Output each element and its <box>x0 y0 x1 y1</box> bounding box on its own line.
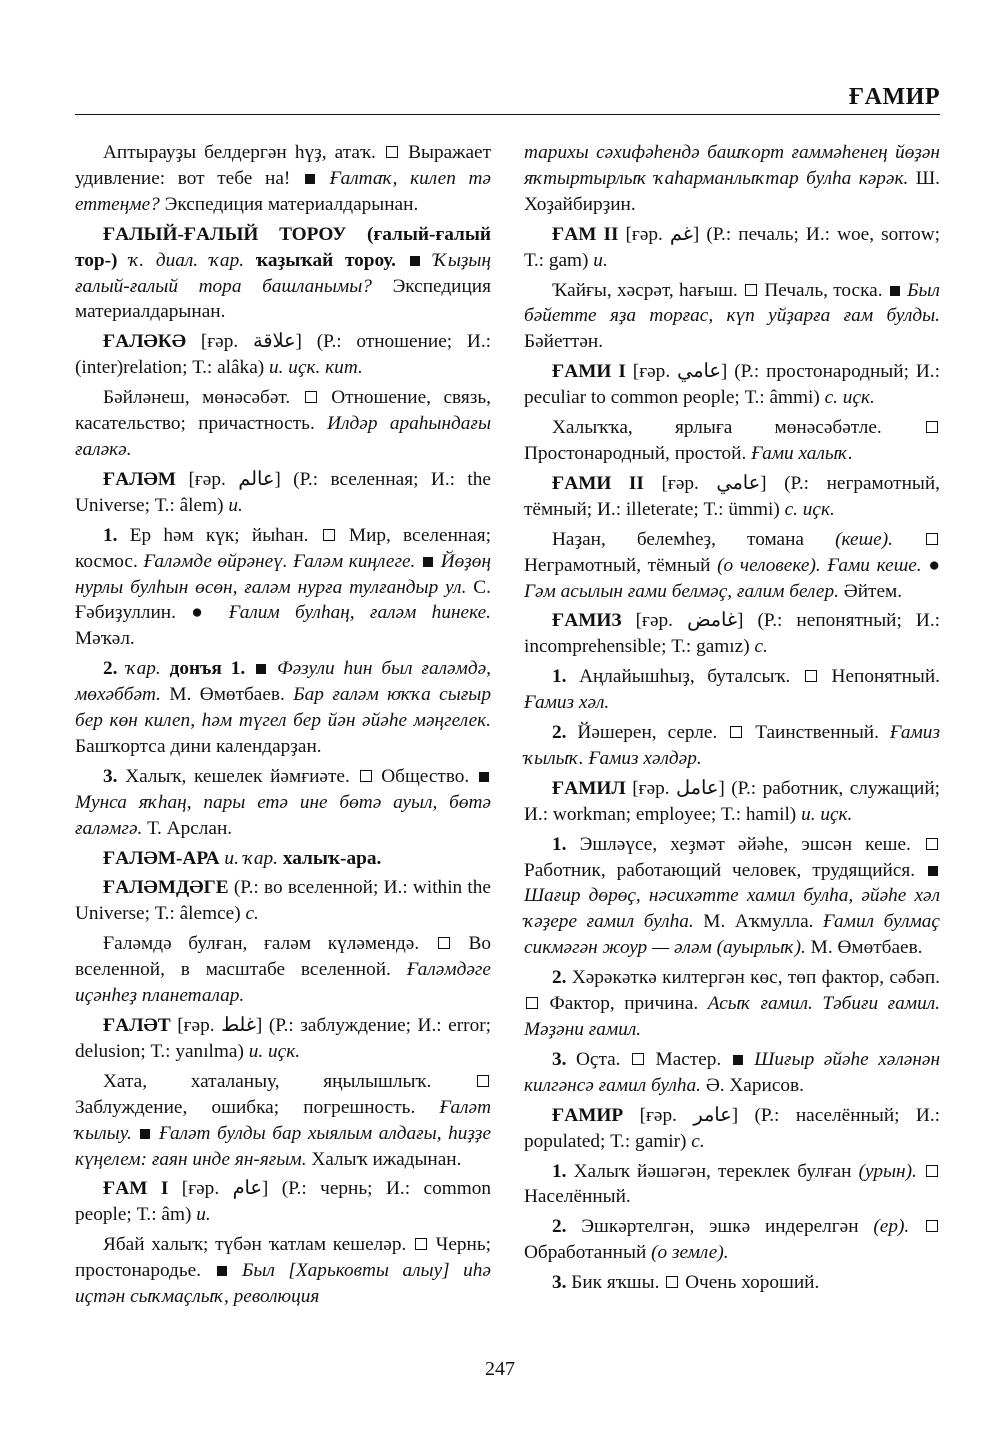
square-marker-icon <box>926 421 938 433</box>
translation: Неграмотный, тёмный <box>524 554 711 576</box>
headword: ҒАМИЗ <box>552 610 622 632</box>
sense-number: 3. <box>552 1048 567 1070</box>
definition: Наҙан, белемһеҙ, томана <box>552 528 804 550</box>
example: Бар ғаләм юҡҡа сығыр бер көн килеп, һәм түгел бер йән әйәһе мәңгелек. <box>75 684 491 732</box>
sense-number: 2. <box>552 1216 567 1238</box>
example: Ғалим булһаң, ғаләм һинеке. <box>228 602 491 624</box>
grammar-label: и. <box>196 1204 211 1226</box>
sense <box>524 1159 940 1211</box>
sense-number: 2. <box>552 967 567 989</box>
source: М. Өмөтбаев. <box>169 684 285 706</box>
source: Ш. Хоҙайбирҙин. <box>524 167 940 215</box>
sense-number: 1. <box>552 666 567 688</box>
translation: Таинственный. <box>755 722 879 744</box>
definition: Аптырауҙы белдергән һүҙ, атаҡ. <box>103 142 376 163</box>
definition: Халыҡҡа, ярлыға мөнәсәбәтле. <box>552 417 882 439</box>
grammar-label: ҡ. диал. ҡар. <box>129 249 245 271</box>
etymology: [ғәр. غامض] (Р.: непонятный; И.: incomprehensible; Т.: gamız) <box>524 610 940 658</box>
translation: Мастер. <box>655 1048 722 1070</box>
etymology: [ғәр. عامل] (Р.: работник, служащий; И.: workman; employee; Т.: hamil) <box>524 777 940 825</box>
translation: Заблуждение, ошибка; погрешность. <box>75 1096 416 1118</box>
sense <box>75 1069 491 1173</box>
headword: ҒАМИ I <box>552 361 626 383</box>
etymology: [ғәр. عامي] (Р.: простонародный; И.: peculiar to common people; Т.: âmmi) <box>524 361 940 409</box>
right-column <box>524 140 940 1300</box>
headword: ҒАЛЫЙ-ҒАЛЫЙ ТОРОУ (ғалый-ғалый тор-) <box>75 223 491 271</box>
source: Т. Арслан. <box>147 817 233 839</box>
example: Ғамиз хәл. <box>524 692 610 714</box>
sense-number: 1. <box>103 524 118 546</box>
entry <box>524 1103 940 1155</box>
source: Бәйеттән. <box>524 331 604 353</box>
example: Ғаләт булды бар хыялым алдағы, һиҙҙе күңелем: ғаян инде ян-яғым. <box>75 1122 492 1170</box>
definition: Оҫта. <box>575 1048 621 1070</box>
example: тарихы сәхифәһендә башҡорт ғаммәһенең йөҙән яҡтыртырлыҡ ҡаһарманлыҡтар булһа кәрәк. <box>524 142 940 189</box>
square-marker-icon <box>323 529 335 541</box>
cross-reference: ҡаҙыҡай тороу. <box>255 249 396 271</box>
entry-continuation <box>75 140 491 218</box>
sense-number: 1. <box>552 1160 567 1182</box>
black-square-marker-icon <box>423 557 433 567</box>
example: Ғаләт ҡылыу. <box>75 1096 491 1144</box>
sense <box>524 278 940 356</box>
square-marker-icon <box>926 1165 938 1177</box>
square-marker-icon <box>386 146 398 158</box>
square-marker-icon <box>926 1220 938 1232</box>
etymology: (Р.: во вселенной; И.: within the Universe; Т.: âlemce) <box>75 877 491 925</box>
square-marker-icon <box>477 1075 489 1087</box>
bullet-icon: ● <box>191 602 214 624</box>
sense <box>75 385 491 463</box>
sense <box>524 832 940 962</box>
header-rule <box>75 114 940 115</box>
grammar-label: и. иҫк. кит. <box>269 357 363 379</box>
definition: Ер һәм күк; йыһан. <box>129 524 309 546</box>
grammar-label: с. <box>754 636 768 658</box>
translation: Фактор, причина. <box>549 993 699 1015</box>
definition: Ябай халыҡ; түбән ҡатлам кешеләр. <box>103 1234 407 1256</box>
example: Фәзули һин был ғаләмдә, мөхәббәт. <box>75 658 491 706</box>
source: С. Ғәбиҙуллин. <box>75 576 491 624</box>
sense <box>75 523 491 653</box>
definition: Эшләүсе, хеҙмәт әйәһе, эшсән кеше. <box>579 833 911 855</box>
definition-note: (урын). <box>858 1160 917 1182</box>
translation: Общество. <box>381 765 470 787</box>
example: Шағир дөрөҫ, нәсихәтте хамил булһа, әйәһе хәл ҡәҙере ғамил булһа. <box>524 885 940 933</box>
entry <box>75 222 491 326</box>
grammar-label: и. иҫк. <box>248 1040 301 1062</box>
sense <box>524 1214 940 1266</box>
definition: Халыҡ йәшәгән, тереклек булған <box>573 1160 852 1182</box>
grammar-label: и. <box>593 249 608 271</box>
square-marker-icon <box>632 1053 644 1065</box>
sense <box>75 1232 491 1310</box>
headword: ҒАЛӘКӘ <box>103 331 187 353</box>
source: М. Өмөтбаев. <box>810 937 923 959</box>
grammar-label: ҡар. <box>126 658 161 680</box>
example: Мунса яҡһаң, пары етә ине бөтә ауыл, бөтә ғаләмгә. <box>75 791 491 839</box>
black-square-marker-icon <box>305 174 315 184</box>
grammar-label: с. <box>691 1130 705 1152</box>
sense <box>524 415 940 467</box>
sense <box>524 1270 940 1296</box>
definition: Бик яҡшы. <box>571 1272 660 1294</box>
square-marker-icon <box>926 838 938 850</box>
etymology: [ғәр. غلط] (Р.: заблуждение; И.: error; delusion; Т.: yanılma) <box>75 1015 491 1062</box>
sense <box>75 764 491 842</box>
translation: Населённый. <box>524 1186 631 1208</box>
translation: Очень хороший. <box>685 1272 820 1294</box>
definition: Халыҡ, кешелек йәмғиәте. <box>125 765 350 787</box>
example: Шиғыр әйәһе хәләнән килгәнсә ғамил булһа. <box>524 1048 941 1096</box>
sense <box>524 527 940 605</box>
etymology: [ғәр. علاقة] (Р.: отношение; И.: (inter)relation; Т.: alâka) <box>75 331 491 379</box>
black-square-marker-icon <box>410 256 420 266</box>
black-square-marker-icon <box>140 1129 150 1139</box>
running-head: ҒАМИР <box>848 84 940 110</box>
source: Экспедиция материалдарынан. <box>75 275 491 323</box>
headword: ҒАМИЛ <box>552 777 626 799</box>
black-square-marker-icon <box>890 286 900 296</box>
etymology: [ғәр. عام] (Р.: чернь; И.: common people; Т.: âm) <box>75 1178 491 1226</box>
headword: ҒАЛӘМДӘГЕ <box>103 877 229 899</box>
entry <box>524 471 940 523</box>
sense-number: 2. <box>103 658 118 680</box>
translation: Непонятный. <box>831 666 940 688</box>
headword: ҒАЛӘТ <box>103 1015 171 1036</box>
translation: Обработанный <box>524 1242 647 1264</box>
example: Ғами халыҡ. <box>751 442 853 464</box>
sense <box>75 656 491 760</box>
headword: ҒАМИР <box>552 1104 624 1126</box>
source: Ә. Харисов. <box>705 1074 804 1096</box>
definition: Ҡайғы, хәсрәт, һағыш. <box>552 279 738 301</box>
headword: ҒАМ I <box>103 1178 169 1200</box>
black-square-marker-icon <box>928 866 938 876</box>
example: Асыҡ ғамил. Тәбиғи ғамил. Мәҙәни ғамил. <box>524 993 940 1040</box>
definition: Хата, хаталаныу, яңылышлыҡ. <box>103 1070 432 1092</box>
cross-reference: донъя 1. <box>169 658 246 680</box>
grammar-label: с. иҫк. <box>824 387 875 409</box>
square-marker-icon <box>438 937 450 949</box>
etymology: [ғәр. غم] (Р.: печаль; И.: woe, sorrow; Т.: gam) <box>524 223 940 271</box>
sense <box>524 1047 940 1099</box>
example: Ғаләмде өйрәнеү. Ғаләм киңлеге. <box>143 550 416 572</box>
grammar-label: и. <box>228 494 243 516</box>
page-number: 247 <box>485 1358 515 1380</box>
entry <box>524 608 940 660</box>
etymology: [ғәр. عالم] (Р.: вселенная; И.: the Universe; Т.: âlem) <box>75 468 491 516</box>
example: Ғамиз ҡылыҡ. Ғамиз хәлдәр. <box>524 722 940 769</box>
example: Гәм асылын ғами белмәҫ, ғалим белер. <box>524 580 839 602</box>
definition: Ғаләмдә булған, ғаләм күләмендә. <box>103 933 420 955</box>
square-marker-icon <box>305 391 317 403</box>
entry <box>75 1176 491 1228</box>
example: Ғами кеше. <box>827 554 922 576</box>
sense-number: 2. <box>552 722 567 744</box>
entry <box>524 222 940 274</box>
sense-number: 3. <box>552 1272 567 1294</box>
sense <box>524 664 940 716</box>
square-marker-icon <box>360 770 372 782</box>
translation: Во вселенной, в масштабе вселенной. <box>75 933 491 981</box>
translation: Простонародный, простой. <box>524 442 747 464</box>
definition: Аңлайышһыҙ, буталсыҡ. <box>579 666 791 688</box>
example: Был [Харьковты алыу] иһә иҫтән сыҡмаҫлыҡ, революция <box>75 1260 491 1308</box>
translation: Отношение, связь, касательство; причастность. <box>75 387 491 435</box>
entry <box>524 359 940 411</box>
translation: Работник, работающий человек, трудящийся. <box>524 859 916 881</box>
entry <box>75 467 491 519</box>
black-square-marker-icon <box>479 772 489 782</box>
entry-continuation <box>524 140 940 218</box>
source: Әйтем. <box>843 580 903 602</box>
entry <box>75 329 491 381</box>
source: Башҡортса дини календарҙан. <box>75 735 322 757</box>
bullet-icon: ● <box>928 554 940 576</box>
entry <box>75 1013 491 1065</box>
example: Ғамил булмаҫ сикмәгән жоур — әләм (ауырлыҡ). <box>524 911 940 959</box>
definition: Бәйләнеш, мөнәсәбәт. <box>103 387 291 409</box>
grammar-label: и. ҡар. <box>224 847 278 869</box>
sense-number: 3. <box>103 765 118 787</box>
black-square-marker-icon <box>256 664 266 674</box>
translation-note: (о земле). <box>651 1242 729 1264</box>
grammar-label: с. <box>245 903 259 925</box>
headword: ҒАЛӘМ <box>103 468 177 490</box>
entry <box>75 875 491 927</box>
headword: ҒАМ II <box>552 223 619 245</box>
example: Йөҙөң нурлы булһын өсөн, ғаләм нурға тулғандыр ул. <box>75 550 492 598</box>
definition-note: (ер). <box>873 1216 910 1238</box>
entry <box>524 776 940 828</box>
example: Был бәйетте яҙа торғас, күп уйҙарға ғам булды. <box>524 279 940 327</box>
entry <box>75 846 491 872</box>
source: М. Аҡмулла. <box>703 911 814 933</box>
square-marker-icon <box>805 670 817 682</box>
cross-reference: халыҡ-ара. <box>282 847 382 869</box>
left-column <box>75 140 491 1314</box>
headword: ҒАЛӘМ-АРА <box>103 847 220 869</box>
sense <box>75 931 491 1009</box>
example: Ғаләмдәге иҫәнһеҙ планеталар. <box>75 959 491 1007</box>
square-marker-icon <box>526 997 538 1009</box>
black-square-marker-icon <box>733 1055 743 1065</box>
source: Мәҡәл. <box>75 628 135 650</box>
headword: ҒАМИ II <box>552 472 644 494</box>
grammar-label: и. иҫк. <box>801 803 853 825</box>
translation: Выражает удивление: вот тебе на! <box>75 142 492 189</box>
sense <box>524 720 940 772</box>
sense-number: 1. <box>552 833 567 855</box>
square-marker-icon <box>666 1276 678 1288</box>
translation: Мир, вселенная; космос. <box>75 524 491 572</box>
example: Ҡыҙың ғалый-ғалый тора башланымы? <box>75 249 492 297</box>
grammar-label: с. иҫк. <box>784 498 835 520</box>
translation-note: (о человеке). <box>717 554 821 576</box>
square-marker-icon <box>730 726 742 738</box>
square-marker-icon <box>745 284 757 296</box>
example: Илдәр араһындағы ғаләкә. <box>75 413 491 460</box>
sense <box>524 965 940 1043</box>
black-square-marker-icon <box>217 1266 227 1276</box>
translation: Чернь; простонародье. <box>75 1234 491 1282</box>
source: Экспедиция материалдарынан. <box>164 193 419 215</box>
etymology: [ғәр. عامي] (Р.: неграмотный, тёмный; И.: illeterate; Т.: ümmi) <box>524 472 940 520</box>
definition: Эшкәртелгән, эшкә индерелгән <box>581 1216 859 1238</box>
square-marker-icon <box>926 533 938 545</box>
etymology: [ғәр. عامر] (Р.: населённый; И.: populated; Т.: gamir) <box>524 1104 940 1152</box>
translation: Печаль, тоска. <box>764 279 883 301</box>
definition-note: (кеше). <box>835 528 893 550</box>
square-marker-icon <box>415 1238 427 1250</box>
source: Халыҡ ижадынан. <box>311 1148 462 1170</box>
definition: Хәрәкәткә килтергән көс, төп фактор, сәбәп. <box>571 967 940 989</box>
definition: Йәшерен, серле. <box>577 722 718 744</box>
example: Ғалтаҡ, килеп тә еттеңме? <box>75 167 491 215</box>
